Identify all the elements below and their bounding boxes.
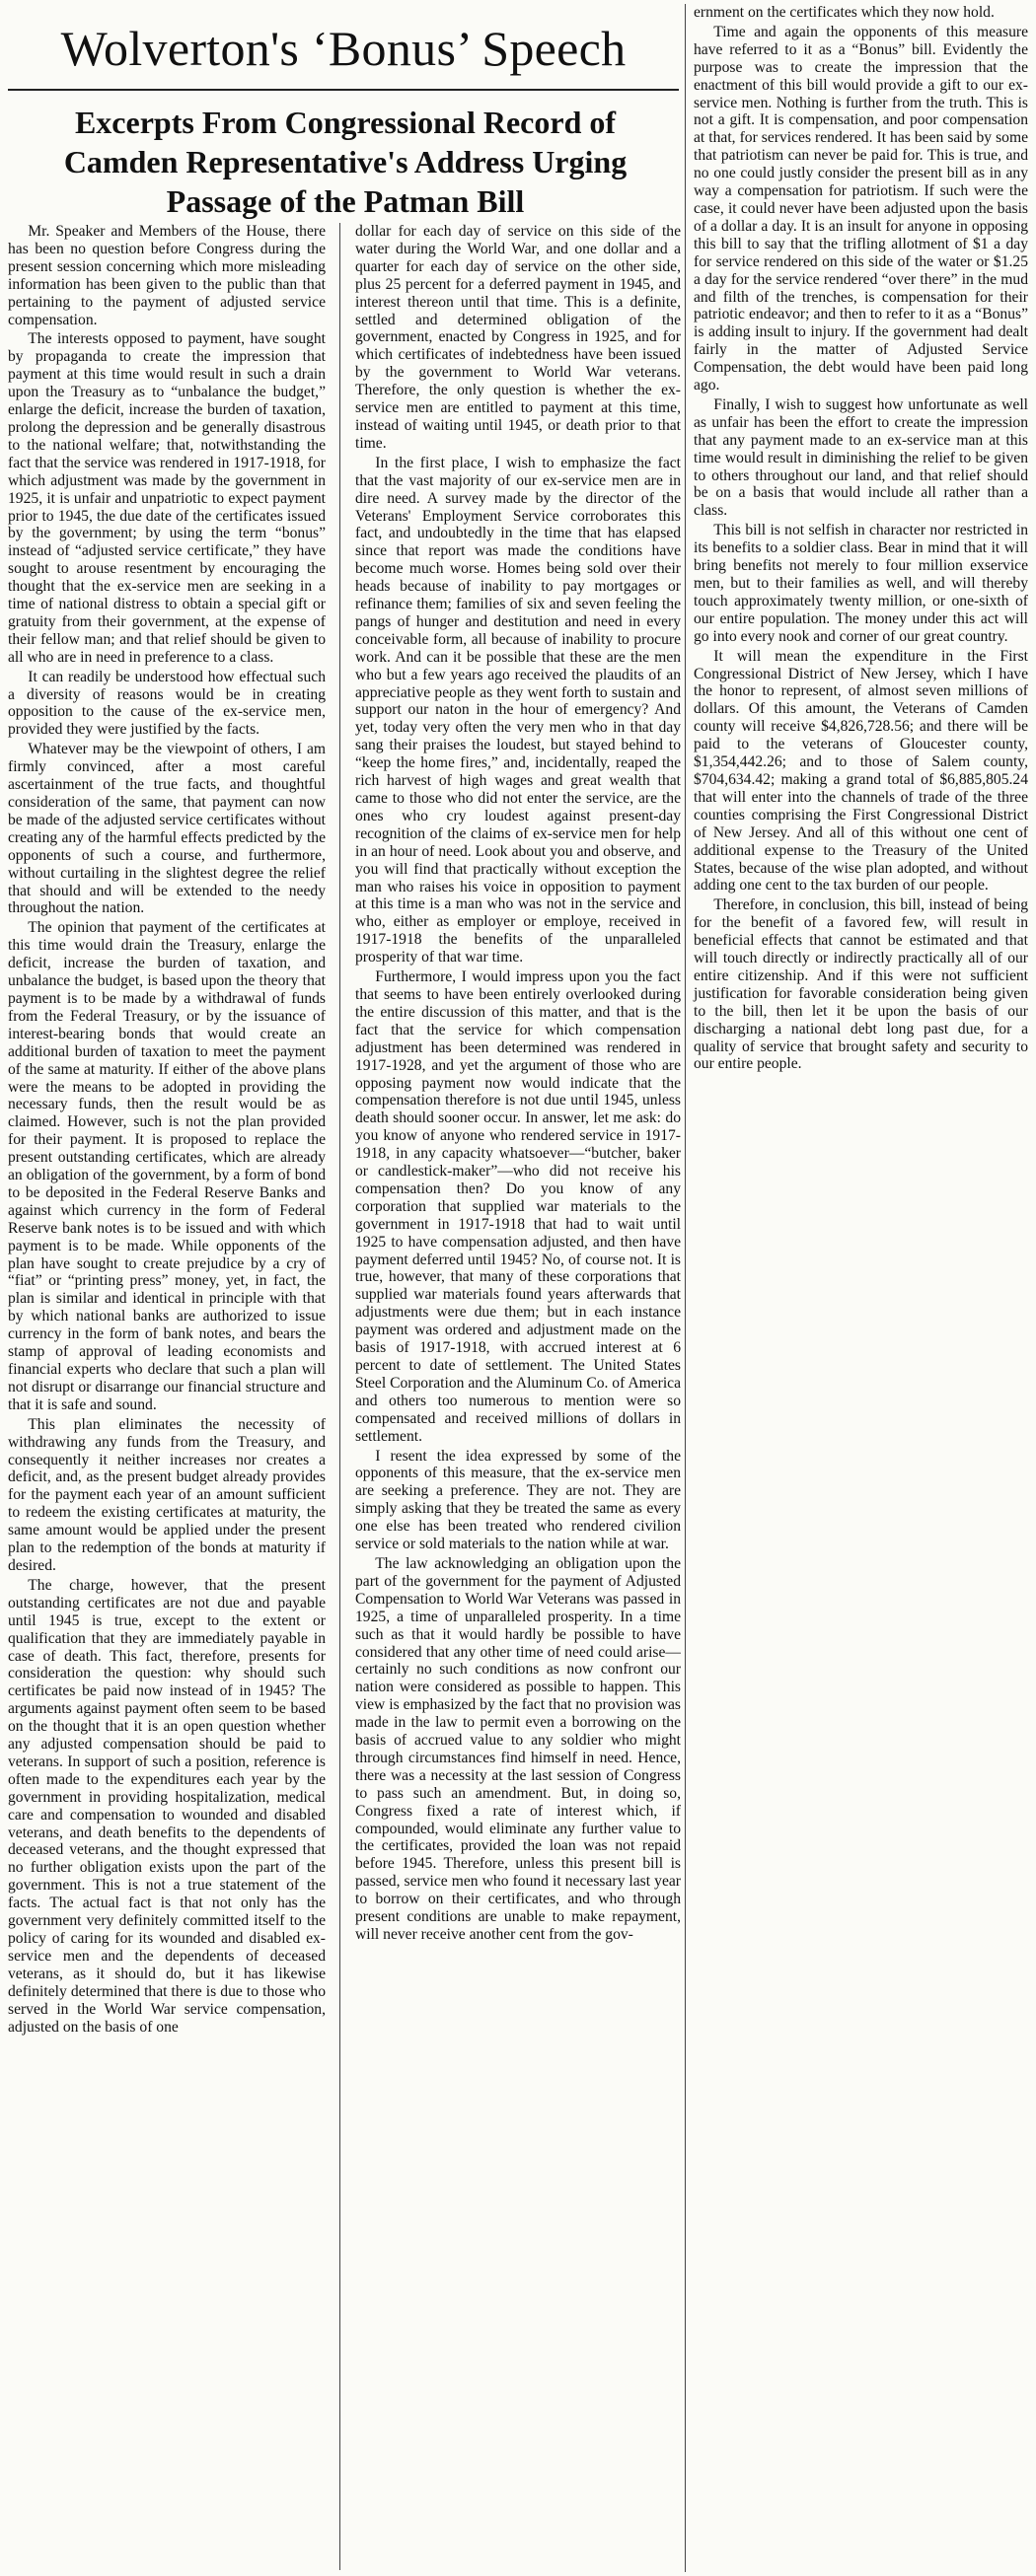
article-column-1 (8, 223, 326, 2572)
paragraph: Furthermore, I would impress upon you the fact that seems to have been entirely overlooked during the entire discussion of this matter, and that is the fact that the service for which compensation adjustment has been determined was rendered in 1917-1928, and yet the argument of those who are opposing payment now would indicate that the compensation therefore is not due until 1945, unless death should sooner occur. In answer, let me ask: do you know of anyone who rendered service in 1917-1918, in any capacity whatsoever—“butcher, baker or candlestick-maker”—who did not receive his compensation then? Do you know of any corporation that supplied war materials to the government in 1917-1918 that had to wait until 1925 to have compensation adjusted, and then have payment deferred until 1945? No, of course not. It is true, however, that many of these corporations that supplied war materials found years afterwards that adjustments were due them; but in each instance payment was ordered and adjustment made on the basis of 1917-1918, with accrued interest at 6 percent to date of settlement. The United States Steel Corporation and the Aluminum Co. of America and others too numerous to mention were so compensated and received millions of dollars in settlement. (355, 968, 681, 1445)
paragraph: This plan eliminates the necessity of withdrawing any funds from the Treasury, and consequently it neither increases nor creates a deficit, and, as the present budget already provides for the payment each year of an amount sufficient to redeem the existing certificates at maturity, the same amount would be applied under the present plan to the redemption of the bonds at maturity if desired. (8, 1415, 326, 1574)
paragraph: It will mean the expenditure in the First Congressional District of New Jersey, which I have the honor to represent, of almost seven millions of dollars. Of this amount, the Veterans of Camden county will receive $4,826,728.56; and there will be paid to the veterans of Gloucester county, $1,354,442.26; and to those of Salem county, $704,634.42; making a grand total of $6,885,805.24 that will enter into the channels of trade of the three counties comprising the First Congressional District of New Jersey. And all of this without one cent of additional expense to the Treasury of the United States, because of the wise plan adopted, and without adding one cent to the tax burden of our people. (694, 647, 1028, 894)
paragraph: Time and again the opponents of this measure have referred to it as a “Bonus” bill. Evidently the purpose was to create the impression that the enactment of this bill would provide a gift to our ex-service men. Nothing is further from the truth. This is not a gift. It is compensation, and poor compensation at that, for services rendered. It has been said by some that patriotism can never be paid for. This is true, and no one could justly consider the present bill as in any way a compensation for patriotism. If such were the case, it could never have been adjusted upon the basis of a dollar a day. It is an insult for anyone in opposing this bill to say that the trifling allotment of $1 a day for service rendered on this side of the water or $1.25 a day for the service rendered “over there” in the mud and filth of the trenches, is compensation for their patriotic endeavor; and then to refer to it as a “Bonus” is adding insult to injury. If the government had dealt fairly in the matter of Adjusted Service Compensation, the debt would have been paid long ago. (694, 23, 1028, 394)
article-column-3 (685, 4, 1028, 2572)
paragraph: This bill is not selfish in character nor restricted in its benefits to a soldier class. Bear in mind that it will bring benefits not merely to four million exservice men, but to their families as well, and will thereby touch approximately twenty million, or one-sixth of our entire population. The money under this act will go into every nook and corner of our great country. (694, 522, 1028, 645)
paragraph: The interests opposed to payment, have sought by propaganda to create the impression that payment at this time would result in such a drain upon the Treasury as to “unbalance the budget,” enlarge the deficit, increase the burden of taxation, prolong the depression and be generally disastrous to the national welfare; that, notwithstanding the fact that the service was rendered in 1917-1918, for which adjustment was made by the government in 1925, it is unfair and unpatriotic to expect payment prior to 1945, the due date of the certificates issued by the government; by using the term “bonus” instead of “adjusted service certificate,” they have sought to arouse resentment by encouraging the thought that the ex-service men are seeking in a time of national distress to obtain a special gift or gratuity from their government, at the expense of their fellow man; and that relief should be given to all who are in need in preference to a class. (8, 330, 326, 666)
paragraph: It can readily be understood how effectual such a diversity of reasons would be in creating opposition to the cause of the ex-service men, provided they were justified by the facts. (8, 668, 326, 739)
paragraph: ernment on the certificates which they now hold. (694, 4, 995, 21)
paragraph: The opinion that payment of the certificates at this time would drain the Treasury, enlarge the deficit, increase the burden of taxation, and unbalance the budget, is based upon the theory that payment is to be made by a withdrawal of funds from the Federal Treasury, or by the issuance of interest-bearing bonds that would create an additional burden of taxation to meet the payment of the same at maturity. If either of the above plans were the means to be adopted in providing the necessary funds, then the result would be as claimed. However, such is not the plan provided for their payment. It is proposed to replace the present outstanding certificates, which are already an obligation of the government, by a form of bond to be deposited in the Federal Reserve Banks and against which currency in the form of Federal Reserve bank notes is to be issued and with which payment is to be made. While opponents of the plan have sought to create prejudice by a cry of “fiat” or “printing press” money, yet, in fact, the plan is similar and identical in principle with that by which national banks are authorized to issue currency in the form of bank notes, and bears the stamp of approval of leading economists and financial experts who declare that such a plan will not disrupt or disarrange our financial structure and that it is safe and sound. (8, 919, 326, 1413)
subheadline: Excerpts From Congressional Record of Camden Representative's Address Urging Passage of the Patman Bill (63, 105, 628, 219)
column-rule (339, 223, 340, 2570)
paragraph: In the first place, I wish to emphasize the fact that the vast majority of our ex-service men are in dire need. A survey made by the director of the Veterans' Employment Service corroborates this fact, and undoubtedly in the time that has elapsed since that report was made the conditions have become much worse. Homes being sold over their heads because of inability to pay mortgages or refinance them; families of six and seven feeling the pangs of hunger and destitution and need in every conceivable form, all because of inability to procure work. And can it be possible that these are the men who but a few years ago received the plaudits of an appreciative people as they went forth to sustain and support our naton in the hour of emergency? And yet, today very often the very men who in that day sang their praises the loudest, but stayed behind to “keep the home fires,” and, incidentally, reaped the rich harvest of high wages and great wealth that came to those who did not enter the service, are the ones who cry loudest against present-day recognition of the claims of ex-service men for help in an hour of need. Look about you and observe, and you will find that practically without exception the man who raises his voice in opposition to payment at this time is a man who was not in the service and who, either as employer or employe, received in 1917-1918 the benefits of the unparalleled prosperity of that war time. (355, 454, 681, 966)
paragraph: I resent the idea expressed by some of the opponents of this measure, that the ex-service men are seeking a preference. They are not. They are simply asking that they be treated the same as every one else has been treated who rendered civilion service or sold materials to the nation while at war. (355, 1447, 681, 1553)
paragraph: dollar for each day of service on this side of the water during the World War, and one dollar and a quarter for each day of service on the other side, plus 25 percent for a deferred payment in 1945, and interest thereon until that time. This is a definite, settled and determined obligation of the government, enacted by Congress in 1925, and for which certificates of indebtedness have been issued by the government to World War veterans. Therefore, the only question is whether the ex-service men are entitled to payment at this time, instead of waiting until 1945, or death prior to that time. (355, 223, 681, 452)
paragraph: Mr. Speaker and Members of the House, there has been no question before Congress during the present session concerning which more misleading information has been given to the public than that pertaining to the payment of adjusted service compensation. (8, 223, 326, 328)
headline: Wolverton's ‘Bonus’ Speech (8, 8, 679, 91)
paragraph: Whatever may be the viewpoint of others, I am firmly convinced, after a most careful ascertainment of the true facts, and thoughtful consideration of the same, that payment can now be made of the adjusted service certificates without creating any of the harmful effects predicted by the opponents of such a course, and furthermore, without curtailing in the slightest degree the relief that should and will be extended to the needy throughout the nation. (8, 741, 326, 917)
article-column-2 (355, 223, 681, 2572)
paragraph: Finally, I wish to suggest how unfortunate as well as unfair has been the effort to create the impression that any payment made to an ex-service man at this time would result in diminishing the relief to be given to others throughout our land, and that relief should be on a basis that would include all rather than a class. (694, 395, 1028, 520)
paragraph: The law acknowledging an obligation upon the part of the government for the payment of Adjusted Compensation to World War Veterans was passed in 1925, a time of unparalleled prosperity. In a time such as that it would hardly be possible to have considered that any other time of need could arise—certainly no such conditions as now confront our nation were considered as possible to happen. This view is emphasized by the fact that no provision was made in the law to permit even a borrowing on the basis of accrued value to any soldier who might through circumstances find himself in need. Hence, there was a necessity at the last session of Congress to pass such an amendment. But, in doing so, Congress fixed a rate of interest which, if compounded, would eliminate any further value to the certificates, provided the loan was not repaid before 1945. Therefore, unless this present bill is passed, service men who found it necessary last year to borrow on their certificates, and who through present conditions are unable to make repayment, will never receive another cent from the gov- (355, 1554, 681, 1943)
paragraph: Therefore, in conclusion, this bill, instead of being for the benefit of a favored few, will result in beneficial effects that cannot be estimated and that will touch directly or indirectly practically all of our entire citizenship. And if this were not sufficient justification for favorable consideration being given to the bill, then let it be upon the basis of our discharging a national debt long past due, for a quality of service that brought safety and security to our entire people. (694, 896, 1028, 1073)
paragraph: The charge, however, that the present outstanding certificates are not due and payable until 1945 is true, except to the extent or qualification that they are immediately payable in case of death. This fact, therefore, presents for consideration the question: why should such certificates be paid now instead of in 1945? The arguments against payment often seem to be based on the thought that it is an open question whether any adjusted compensation should be paid to veterans. In support of such a position, reference is often made to the expenditures each year by the government in providing hospitalization, medical care and compensation to wounded and disabled veterans, and death benefits to the dependents of deceased veterans, and the thought expressed that no further obligation exists upon the part of the government. This is not a true statement of the facts. The actual fact is that not only has the government very definitely committed itself to the policy of caring for its wounded and disabled ex-service men and the dependents of deceased veterans, as it should do, but it has likewise definitely determined that there is due to those who served in the World War service compensation, adjusted on the basis of one (8, 1576, 326, 2036)
